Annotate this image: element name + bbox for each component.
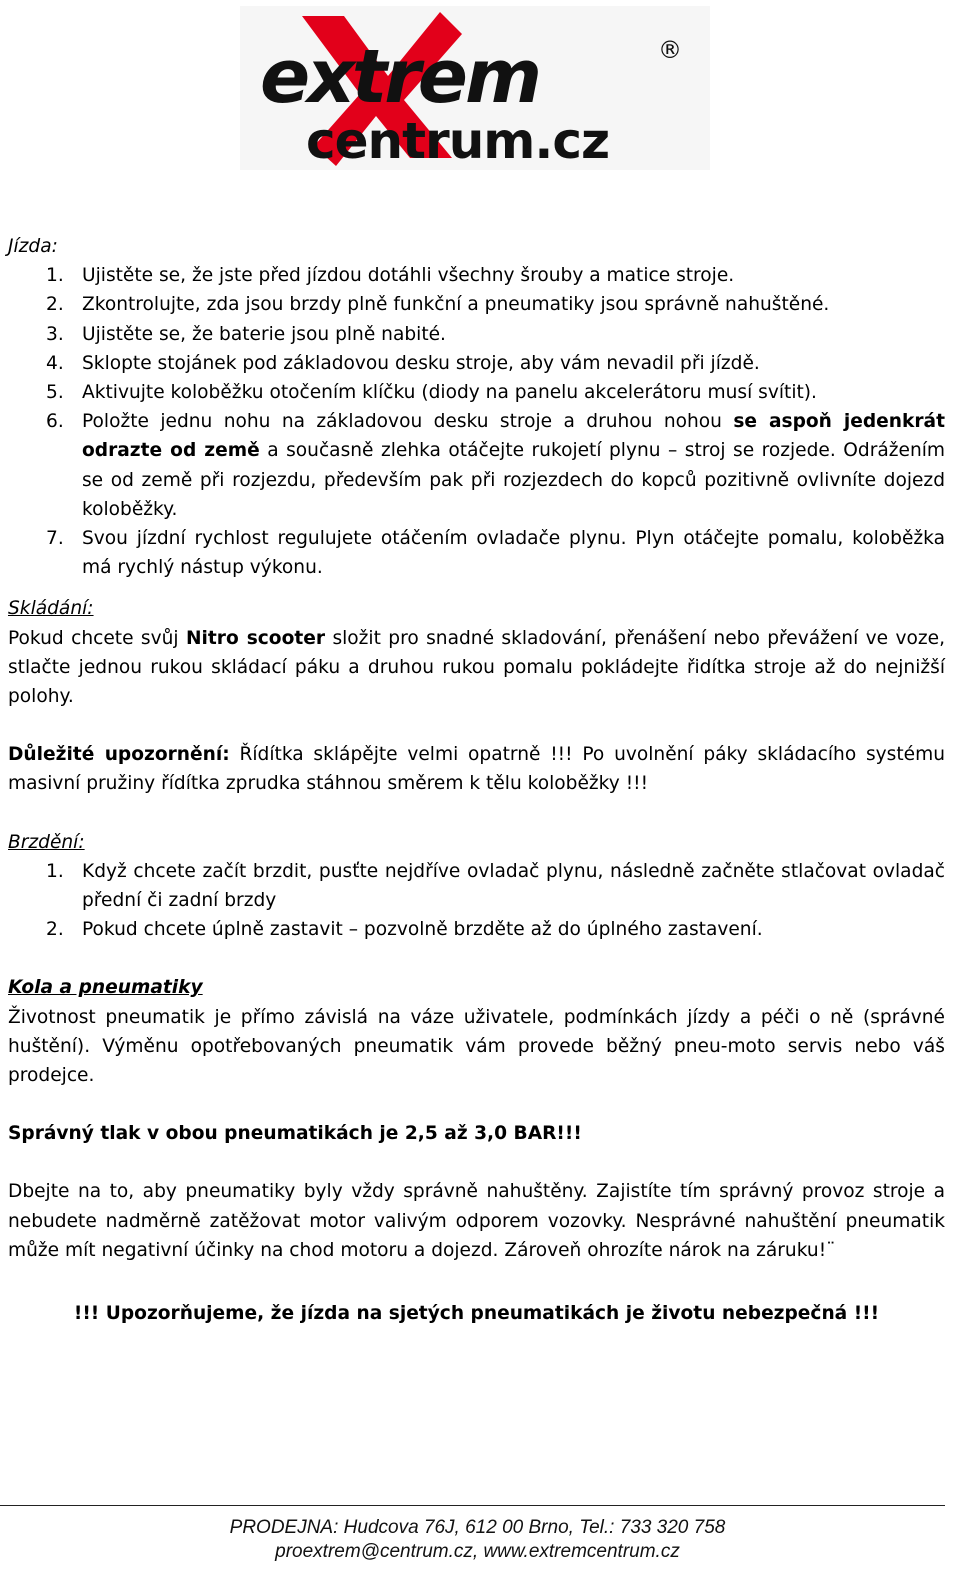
product-name: Nitro scooter xyxy=(185,627,326,649)
list-item xyxy=(8,524,945,582)
list-number: 5. xyxy=(46,382,64,404)
tire-care-paragraph: Dbejte na to, aby pneumatiky byly vždy správně nahuštěny. Zajistíte tím správný provoz stroje a nebudete nadměrně zatěžovat motor valivým odporem vozovky. Nesprávné nahuštění pneumatik může mít negativní účinky na chod motoru a dojezd. Zároveň ohrozíte nárok na záruku!¨ xyxy=(8,1181,945,1261)
notice-text: Řídítka sklápějte velmi opatrně !!! Po uvolnění páky skládacího systému masivní pružiny řídítka zprudka stáhnou směrem k tělu koloběžky !!! xyxy=(8,744,946,795)
tires-heading: Kola a pneumatiky xyxy=(8,977,203,999)
braking-heading: Brzdění: xyxy=(8,831,85,853)
notice-paragraph xyxy=(8,740,945,798)
list-text: Když chcete začít brzdit, pusťte nejdříve ovladač plynu, následně začněte stlačovat ovladač přední či zadní brzdy xyxy=(82,860,945,912)
braking-list xyxy=(8,857,945,945)
folding-text: složit pro snadné skladování, přenášení nebo převážení ve voze, stlačte jednou rukou skládací páku a druhou rukou pomalu pokládejte řidítka stroje až do nejnižší polohy. xyxy=(8,627,946,708)
logo-line2: centrum.cz xyxy=(306,112,610,170)
footer-address: PRODEJNA: Hudcova 76J, 612 00 Brno, Tel.: 733 320 758 xyxy=(229,1517,726,1538)
list-text: Ujistěte se, že baterie jsou plně nabité. xyxy=(82,323,446,345)
list-number: 6. xyxy=(46,411,64,433)
ride-heading: Jízda: xyxy=(8,236,58,257)
tire-warning: !!! Upozorňujeme, že jízda na sjetých pneumatikách je životu nebezpečná !!! xyxy=(73,1303,880,1325)
registered-mark: ® xyxy=(658,36,682,64)
list-number: 1. xyxy=(46,860,64,882)
list-number: 3. xyxy=(46,323,64,345)
list-item xyxy=(8,320,945,349)
list-item xyxy=(8,407,945,524)
list-text: Aktivujte koloběžku otočením klíčku (diody na panelu akcelerátoru musí svítit). xyxy=(82,382,817,404)
footer-divider xyxy=(0,1505,945,1506)
footer xyxy=(0,1516,955,1564)
notice-label: Důležité upozornění: xyxy=(8,744,230,766)
list-item xyxy=(8,915,945,944)
footer-contact: proextrem@centrum.cz, www.extremcentrum.cz xyxy=(275,1541,680,1562)
list-number: 4. xyxy=(46,352,64,374)
list-item xyxy=(8,290,945,319)
tires-paragraph: Životnost pneumatik je přímo závislá na váze uživatele, podmínkách jízdy a péči o ně (správné huštění). Výměnu opotřebovaných pneumatik vám provede běžný pneu-moto servis nebo váš prodejce. xyxy=(8,1006,945,1087)
list-item xyxy=(8,261,945,290)
list-text: Sklopte stojánek pod základovou desku stroje, aby vám nevadil při jízdě. xyxy=(82,352,760,374)
list-text-bold: se aspoň jedenkrát odrazte od země xyxy=(82,411,945,462)
document-body xyxy=(8,232,945,1328)
list-text: Pokud chcete úplně zastavit – pozvolně brzděte až do úplného zastavení. xyxy=(82,919,763,941)
list-number: 1. xyxy=(46,265,64,287)
folding-heading: Skládání: xyxy=(8,598,94,620)
folding-text: Pokud chcete svůj xyxy=(8,627,186,649)
ride-list xyxy=(8,261,945,582)
logo-line1: extrem xyxy=(260,34,540,120)
list-text: Ujistěte se, že jste před jízdou dotáhli všechny šrouby a matice stroje. xyxy=(82,265,735,287)
list-number: 2. xyxy=(46,919,64,941)
logo-graphic xyxy=(240,6,710,170)
list-text: a současně zlehka otáčejte rukojetí plynu – stroj se rozjede. Odrážením se od země při rozjezdu, především pak při rozjezdech do kopců pozitivně ovlivníte dojezd koloběžky. xyxy=(82,440,946,520)
list-text: Položte jednu nohu na základovou desku stroje a druhou nohou xyxy=(82,411,734,433)
list-text: Svou jízdní rychlost regulujete otáčením ovladače plynu. Plyn otáčejte pomalu, koloběžka má rychlý nástup výkonu. xyxy=(82,528,945,579)
list-text: Zkontrolujte, zda jsou brzdy plně funkční a pneumatiky jsou správně nahuštěné. xyxy=(82,294,830,316)
folding-paragraph xyxy=(8,624,945,712)
tire-pressure: Správný tlak v obou pneumatikách je 2,5 až 3,0 BAR!!! xyxy=(8,1123,582,1145)
list-item xyxy=(8,349,945,378)
extremcentrum-logo xyxy=(240,6,710,170)
list-number: 7. xyxy=(46,528,64,550)
list-number: 2. xyxy=(46,294,64,316)
list-item xyxy=(8,378,945,407)
list-item xyxy=(8,857,945,915)
